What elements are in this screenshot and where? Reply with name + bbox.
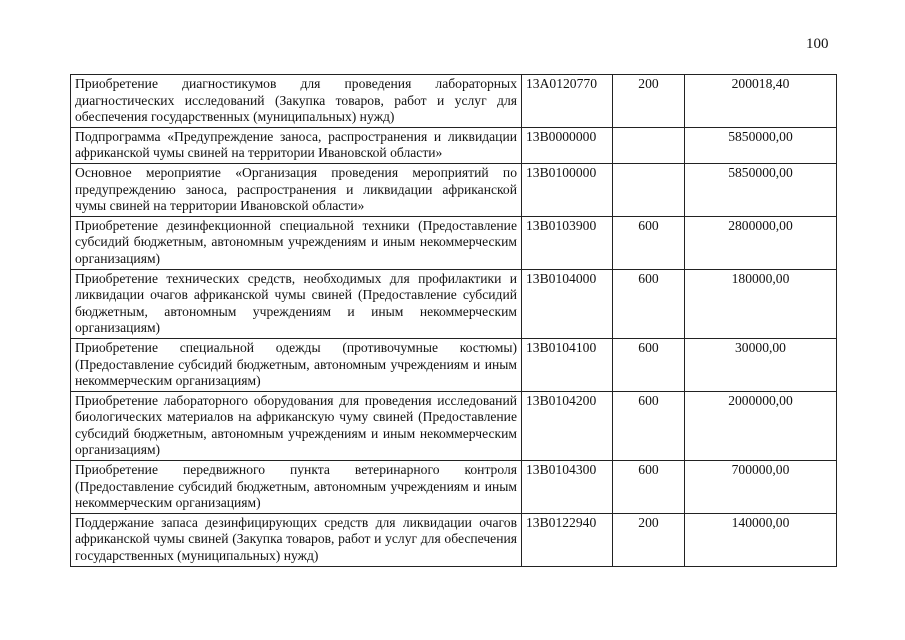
row-description: Подпрограмма «Предупреждение заноса, распространения и ликвидации африканской чумы свиней на территории Ивановской области» (71, 127, 522, 163)
row-description: Приобретение передвижного пункта ветеринарного контроля (Предоставление субсидий бюджетным, автономным учреждениям и иным некоммерческим организациям) (71, 461, 522, 514)
row-description: Приобретение специальной одежды (противочумные костюмы) (Предоставление субсидий бюджетным, автономным учреждениям и иным некоммерческим организациям) (71, 338, 522, 391)
row-description: Приобретение дезинфекционной специальной техники (Предоставление субсидий бюджетным, автономным учреждениям и иным некоммерческим организациям) (71, 216, 522, 269)
row-expense-type (613, 127, 685, 163)
row-expense-type (613, 163, 685, 216)
table-row (71, 338, 837, 391)
row-amount: 5850000,00 (685, 127, 837, 163)
row-amount: 2800000,00 (685, 216, 837, 269)
row-expense-type: 600 (613, 461, 685, 514)
row-target-code: 13В0104100 (522, 338, 613, 391)
table-row (71, 163, 837, 216)
table-row (71, 391, 837, 460)
row-amount: 180000,00 (685, 269, 837, 338)
row-expense-type: 600 (613, 391, 685, 460)
table-row (71, 216, 837, 269)
row-description: Приобретение технических средств, необходимых для профилактики и ликвидации очагов африканской чумы свиней (Предоставление субсидий бюджетным, автономным учреждениям и иным некоммерческим организациям) (71, 269, 522, 338)
page-number: 100 (806, 36, 829, 52)
row-expense-type: 600 (613, 269, 685, 338)
row-target-code: 13В0104300 (522, 461, 613, 514)
row-amount: 5850000,00 (685, 163, 837, 216)
row-expense-type: 200 (613, 513, 685, 566)
row-target-code: 13В0122940 (522, 513, 613, 566)
row-description: Приобретение лабораторного оборудования для проведения исследований биологических материалов на африканскую чуму свиней (Предоставление субсидий бюджетным, автономным учреждениям и иным некоммерческим организациям) (71, 391, 522, 460)
table-row (71, 127, 837, 163)
row-amount: 30000,00 (685, 338, 837, 391)
row-target-code: 13В0100000 (522, 163, 613, 216)
row-description: Основное мероприятие «Организация проведения мероприятий по предупреждению заноса, распространения и ликвидации африканской чумы свиней на территории Ивановской области» (71, 163, 522, 216)
row-target-code: 13В0103900 (522, 216, 613, 269)
row-amount: 140000,00 (685, 513, 837, 566)
row-amount: 2000000,00 (685, 391, 837, 460)
row-target-code: 13В0104200 (522, 391, 613, 460)
table-row (71, 461, 837, 514)
row-description: Приобретение диагностикумов для проведения лабораторных диагностических исследований (Закупка товаров, работ и услуг для обеспечения государственных (муниципальных) нужд) (71, 75, 522, 128)
table-row (71, 513, 837, 566)
row-expense-type: 600 (613, 216, 685, 269)
row-amount: 200018,40 (685, 75, 837, 128)
row-description: Поддержание запаса дезинфицирующих средств для ликвидации очагов африканской чумы свиней (Закупка товаров, работ и услуг для обеспечения государственных (муниципальных) нужд) (71, 513, 522, 566)
row-target-code: 13В0000000 (522, 127, 613, 163)
row-expense-type: 200 (613, 75, 685, 128)
table-row (71, 269, 837, 338)
row-target-code: 13А0120770 (522, 75, 613, 128)
budget-table (70, 74, 837, 567)
table-row (71, 75, 837, 128)
row-target-code: 13В0104000 (522, 269, 613, 338)
row-expense-type: 600 (613, 338, 685, 391)
row-amount: 700000,00 (685, 461, 837, 514)
